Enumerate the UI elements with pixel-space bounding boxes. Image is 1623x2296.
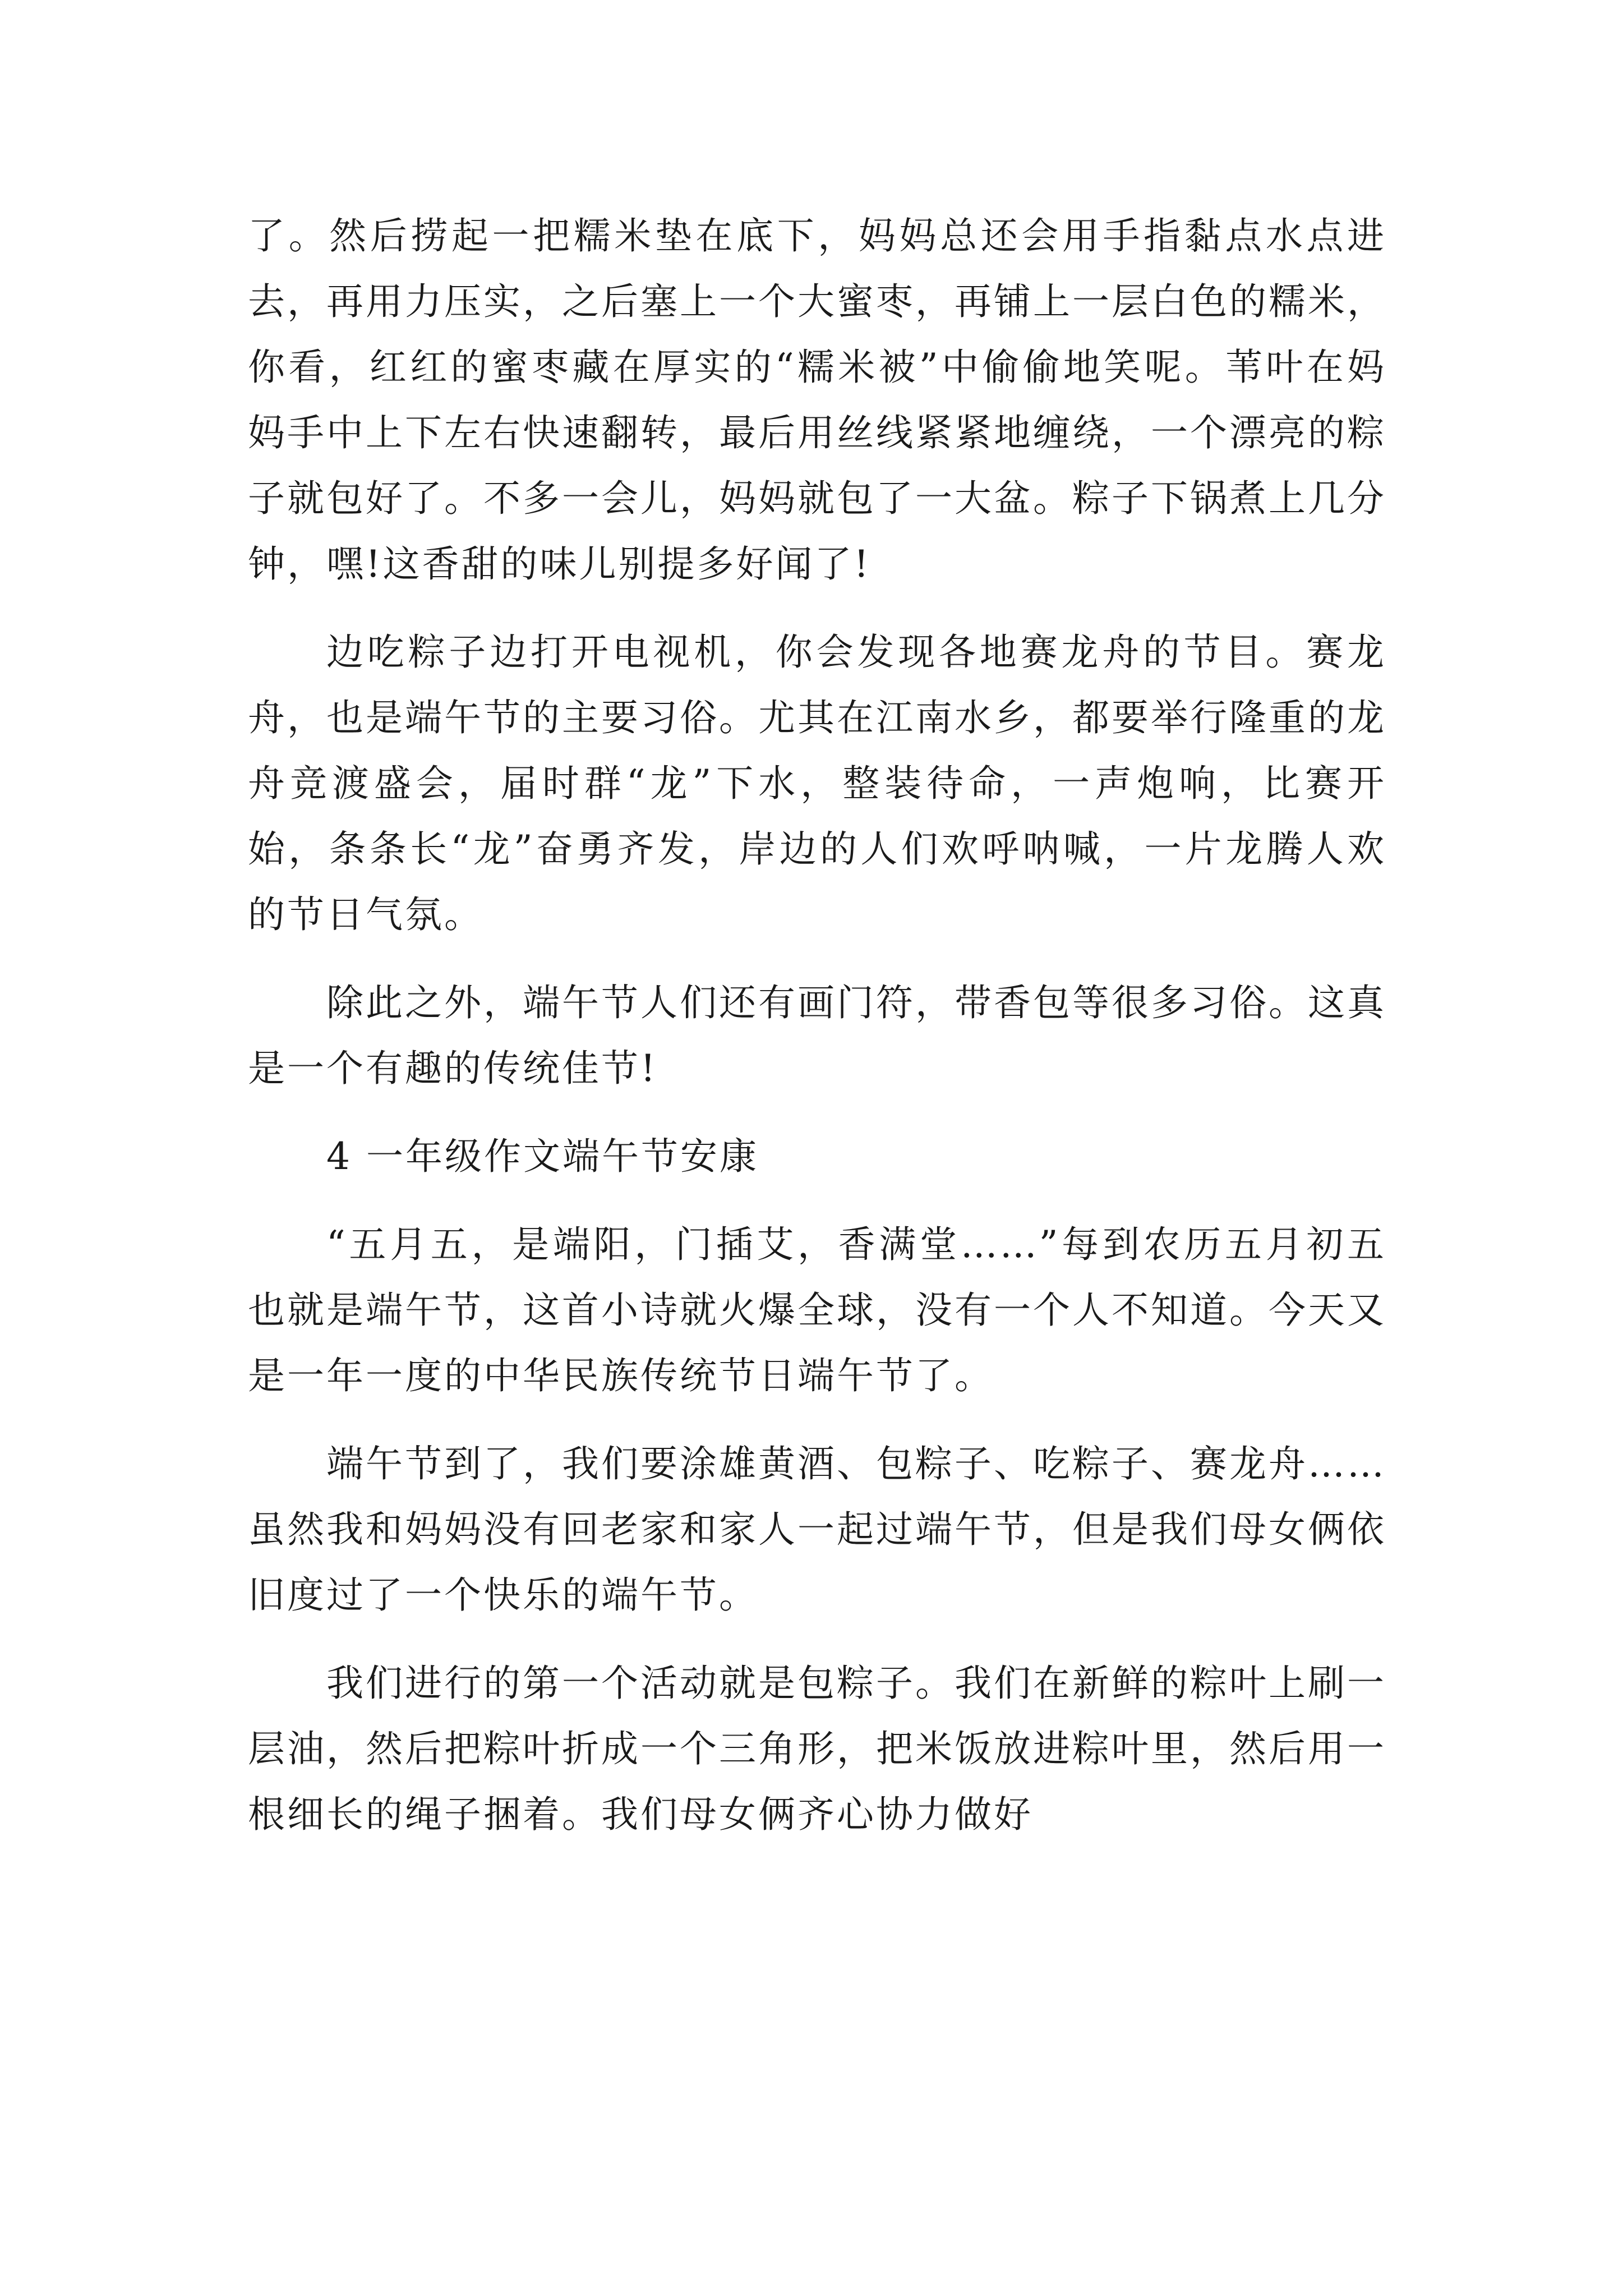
paragraph-3: 除此之外，端午节人们还有画门符，带香包等很多习俗。这真是一个有趣的传统佳节! — [248, 981, 1386, 1090]
paragraph-5: 端午节到了，我们要涂雄黄酒、包粽子、吃粽子、赛龙舟……虽然我和妈妈没有回老家和家人一起过端午节，但是我们母女俩依旧度过了一个快乐的端午节。 — [248, 1442, 1386, 1617]
paragraph-1: 了。然后捞起一把糯米垫在底下，妈妈总还会用手指黏点水点进去，再用力压实，之后塞上一个大蜜枣，再铺上一层白色的糯米，你看，红红的蜜枣藏在厚实的“糯米被”中偷偷地笑呢。苇叶在妈妈手中上下左右快速翻转，最后用丝线紧紧地缠绕，一个漂亮的粽子就包好了。不多一会儿，妈妈就包了一大盆。粽子下锅煮上几分钟，嘿!这香甜的味儿别提多好闻了! — [248, 214, 1386, 586]
paragraph-6: 我们进行的第一个活动就是包粽子。我们在新鲜的粽叶上刷一层油，然后把粽叶折成一个三角形，把米饭放进粽叶里，然后用一根细长的绳子捆着。我们母女俩齐心协力做好 — [248, 1662, 1386, 1836]
paragraph-4: “五月五，是端阳，门插艾，香满堂……”每到农历五月初五也就是端午节，这首小诗就火爆全球，没有一个人不知道。今天又是一年一度的中华民族传统节日端午节了。 — [248, 1223, 1386, 1397]
document-body — [248, 203, 1386, 1870]
section-heading: 4 一年级作文端午节安康 — [326, 1135, 759, 1178]
paragraph-2: 边吃粽子边打开电视机，你会发现各地赛龙舟的节目。赛龙舟，也是端午节的主要习俗。尤其在江南水乡，都要举行隆重的龙舟竞渡盛会，届时群“龙”下水，整装待命，一声炮响，比赛开始，条条长“龙”奋勇齐发，岸边的人们欢呼呐喊，一片龙腾人欢的节日气氛。 — [248, 631, 1386, 936]
